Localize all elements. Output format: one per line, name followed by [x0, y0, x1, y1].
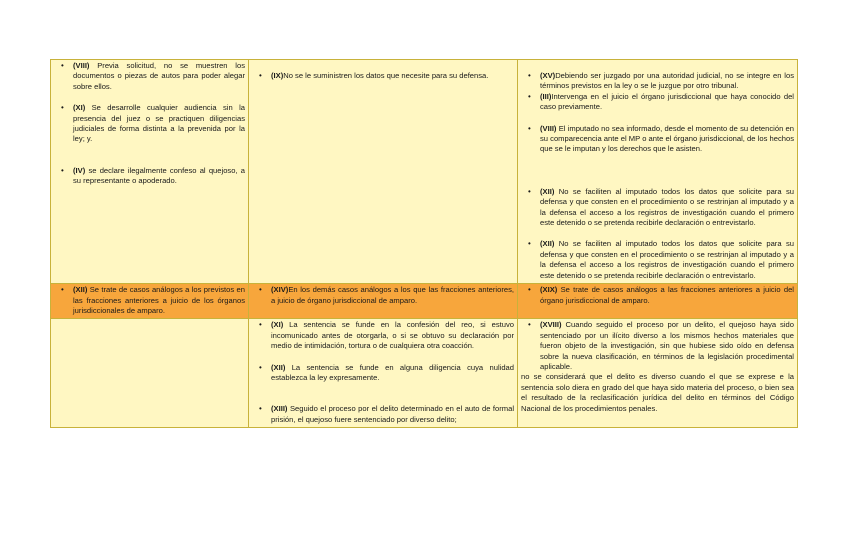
fraction-number: (IV) — [73, 165, 86, 175]
fraction-text: No se faciliten al imputado todos los datos que solicite para su defensa y que consten en el procedimiento o se restrinjan al imputado y a la defensa el acceso a los registros de investigación cuando el primero este detenido o se pretenda recibirle declaración o entrevistarlo. — [540, 239, 794, 280]
bullet-list — [252, 71, 514, 81]
table-cell — [249, 60, 518, 284]
table-cell — [518, 60, 798, 284]
list-item — [271, 363, 514, 384]
table-row — [51, 319, 798, 428]
list-item — [73, 285, 245, 316]
fraction-text: Debiendo ser juzgado por una autoridad judicial, no se integre en los términos previstos en la ley o se le juzgue por otro tribunal. — [540, 71, 794, 91]
fraction-text: Se trate de casos análogos a las fracciones anteriores a juicio del órgano jurisdiccional de amparo. — [540, 285, 794, 305]
bullet-list — [521, 285, 794, 306]
fraction-number: (VIII) — [73, 61, 90, 70]
list-item — [73, 166, 245, 187]
fraction-text: No se le suministren los datos que necesite para su defensa. — [283, 71, 489, 80]
fraction-number: (XVIII) — [540, 320, 562, 330]
table-cell — [518, 319, 798, 428]
fraction-text: Previa solicitud, no se muestren los documentos o piezas de autos para poder alegar sobre ellos. — [73, 61, 245, 91]
list-item — [271, 320, 514, 351]
fraction-number: (XI) — [73, 103, 86, 113]
bullet-list — [521, 71, 794, 281]
fraction-text: Seguido el proceso por el delito determinado en el auto de formal prisión, el quejoso fuere sentenciado por diverso delito; — [271, 404, 514, 424]
fraction-text: La sentencia se funde en alguna diligencia cuya nulidad establezca la ley expresamente. — [271, 362, 514, 382]
note-paragraph: no se considerará que el delito es diverso cuando el que se exprese e la sentencia solo diera en grado del que haya sido materia del proceso, o bien sea el resultado de la reclasificación jurídica del delito en términos del Código Nacional de los procedimientos penales. — [521, 372, 794, 413]
fraction-text: El imputado no sea informado, desde el momento de su detención en su comparecencia ante el MP o ante el órgano jurisdiccional, de los hechos que se le imputan y los derechos que le asisten. — [540, 123, 794, 154]
fraction-number: (XII) — [271, 362, 286, 372]
fraction-text: Cuando seguido el proceso por un delito, el quejoso haya sido sentenciado por un ilícito diverso a los mismos hechos materiales que fueron objeto de la investigación, sin que hubiese sido oído en defensa sobre la nueva clasificación, en términos de la legislación procedimental aplicable. — [540, 320, 794, 371]
table-cell — [51, 284, 249, 319]
list-item — [540, 239, 794, 281]
table-cell — [51, 60, 249, 284]
fraction-text: La sentencia se funde en la confesión del reo, si estuvo incomunicado antes de otorgarla, o si se obtuvo su declaración por medio de intimidación, tortura o de cualquiera otra coacción. — [271, 320, 514, 351]
fraction-text: Se trate de casos análogos a los previstos en las fracciones anteriores a juicio de los órganos jurisdiccionales de amparo. — [73, 285, 245, 315]
fraction-number: (XII) — [73, 285, 88, 295]
table-cell-empty — [51, 319, 249, 428]
fraction-number: (XIX) — [540, 285, 558, 295]
list-item — [73, 61, 245, 92]
bullet-list — [252, 285, 514, 306]
list-item — [540, 187, 794, 229]
list-item — [271, 71, 514, 81]
comparison-table — [50, 59, 798, 428]
fraction-number: (III) — [540, 91, 552, 101]
bullet-list — [252, 320, 514, 425]
fraction-number: (XIV) — [271, 285, 289, 295]
fraction-number: (XIII) — [271, 404, 288, 414]
bullet-list — [54, 285, 245, 316]
list-item — [271, 404, 514, 425]
fraction-text: Se desarrolle cualquier audiencia sin la presencia del juez o se practiquen diligencias judiciales de forma distinta a la prevenida por la ley; y. — [73, 103, 245, 144]
bullet-list — [54, 61, 245, 187]
fraction-text: No se faciliten al imputado todos los datos que solicite para su defensa y que consten en el procedimiento o se restrinjan al imputado y a la defensa el acceso a los registros de investigación cuando el primero este detenido o se pretenda recibirle declaración o entrevistarlo. — [540, 186, 794, 228]
list-item — [540, 124, 794, 155]
list-item — [540, 285, 794, 306]
fraction-text: Intervenga en el juicio el órgano jurisdiccional que haya conocido del caso previamente. — [540, 91, 794, 112]
fraction-number: (XII) — [540, 186, 555, 196]
fraction-text: se declare ilegalmente confeso al quejoso, a su representante o apoderado. — [73, 165, 245, 186]
fraction-number: (VIII) — [540, 123, 557, 133]
bullet-list — [521, 320, 794, 372]
table-cell — [249, 319, 518, 428]
fraction-text: En los demás casos análogos a los que las fracciones anteriores, a juicio de órgano jurisdiccional de amparo. — [271, 285, 514, 305]
fraction-number: (IX) — [271, 71, 284, 80]
table-row — [51, 60, 798, 284]
list-item — [271, 285, 514, 306]
list-item — [73, 103, 245, 145]
table-row-highlighted — [51, 284, 798, 319]
table-cell — [518, 284, 798, 319]
fraction-number: (XV) — [540, 71, 556, 80]
table-cell — [249, 284, 518, 319]
fraction-number: (XI) — [271, 320, 284, 330]
list-item — [540, 320, 794, 372]
fraction-number: (XII) — [540, 239, 555, 249]
list-item — [540, 71, 794, 92]
list-item — [540, 92, 794, 113]
